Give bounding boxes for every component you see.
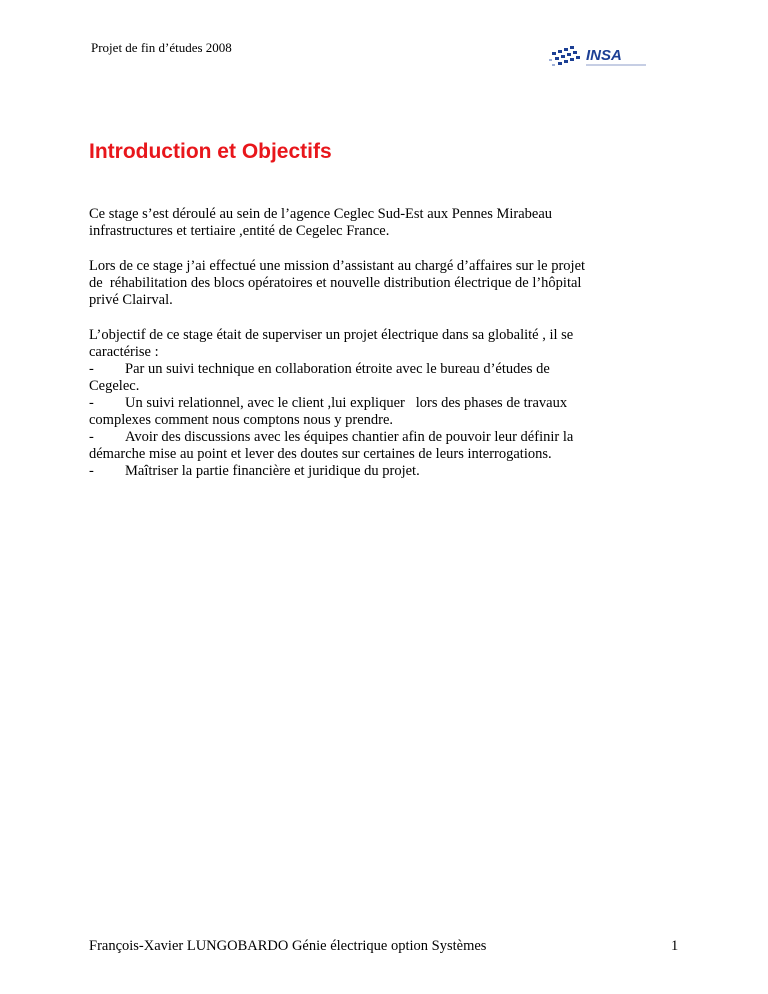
text-line: infrastructures et tertiaire ,entité de Cegelec France. xyxy=(89,223,390,239)
text-line: privé Clairval. xyxy=(89,292,173,308)
objectives-paragraph xyxy=(89,327,649,480)
bullet-text: Maîtriser la partie financière et juridique du projet. xyxy=(125,463,420,479)
text-line: L’objectif de ce stage était de superviser un projet électrique dans sa globalité , il se xyxy=(89,327,574,343)
footer-author: François-Xavier LUNGOBARDO Génie électrique option Systèmes xyxy=(89,938,487,954)
bullet-dash: - xyxy=(89,395,94,411)
bullet-text: Par un suivi technique en collaboration étroite avec le bureau d’études de xyxy=(125,361,550,377)
text-line: Ce stage s’est déroulé au sein de l’agence Ceglec Sud-Est aux Pennes Mirabeau xyxy=(89,206,553,222)
bullet-continuation: démarche mise au point et lever des doutes sur certaines de leurs interrogations. xyxy=(89,446,552,462)
bullet-item xyxy=(89,429,649,446)
bullet-dash: - xyxy=(89,361,94,377)
insa-logo xyxy=(548,42,648,72)
intro-paragraph xyxy=(89,206,649,240)
bullet-continuation: Cegelec. xyxy=(89,378,140,394)
text-line: Lors de ce stage j’ai effectué une mission d’assistant au chargé d’affaires sur le projet xyxy=(89,258,586,274)
bullet-dash: - xyxy=(89,429,94,445)
bullet-text: Avoir des discussions avec les équipes chantier afin de pouvoir leur définir la xyxy=(125,429,574,445)
bullet-continuation: complexes comment nous comptons nous y prendre. xyxy=(89,412,394,428)
bullet-item xyxy=(89,361,649,378)
svg-text:INSA: INSA xyxy=(586,47,622,64)
bullet-dash: - xyxy=(89,463,94,479)
bullet-item xyxy=(89,463,649,480)
text-line: de réhabilitation des blocs opératoires et nouvelle distribution électrique de l’hôpital xyxy=(89,275,582,291)
text-line: caractérise : xyxy=(89,344,159,360)
bullet-item xyxy=(89,395,649,412)
header-project-label: Projet de fin d’études 2008 xyxy=(91,40,232,55)
bullet-text: Un suivi relationnel, avec le client ,lui expliquer lors des phases de travaux xyxy=(125,395,568,411)
page-number: 1 xyxy=(671,938,679,954)
page-title: Introduction et Objectifs xyxy=(89,140,332,163)
mission-paragraph xyxy=(89,258,649,309)
